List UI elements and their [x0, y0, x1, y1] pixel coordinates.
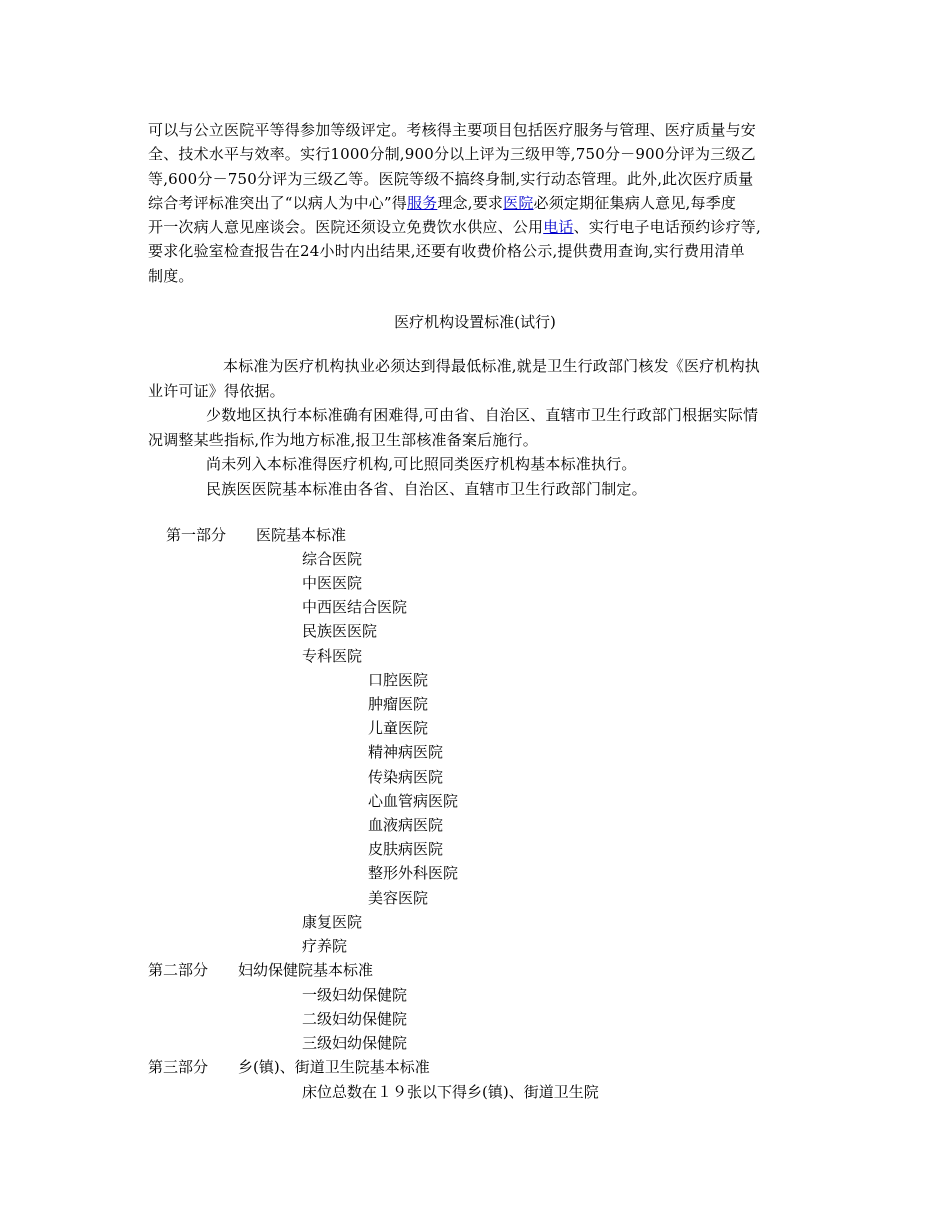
- toc-subitem: 美容医院: [368, 889, 429, 907]
- intro-line: [148, 215, 808, 239]
- toc-item: 三级妇幼保健院: [302, 1034, 408, 1052]
- intro-paragraph: [148, 118, 808, 288]
- toc-item: 专科医院: [302, 647, 363, 665]
- toc-item: 康复医院: [302, 913, 363, 931]
- hospital-link[interactable]: 医院: [503, 193, 534, 212]
- toc-part-2-heading: [148, 959, 373, 981]
- toc-item: 一级妇幼保健院: [302, 986, 408, 1004]
- paragraph-3: 尚未列入本标准得医疗机构,可比照同类医疗机构基本标准执行。: [206, 455, 637, 473]
- part-label: 第三部分: [148, 1058, 209, 1076]
- intro-line: 要求化验室检查报告在24小时内出结果,还要有收费价格公示,提供费用查询,实行费用清单: [148, 242, 745, 261]
- intro-line: 制度。: [148, 266, 194, 285]
- phone-link[interactable]: 电话: [543, 218, 574, 237]
- toc-item: 中西医结合医院: [302, 598, 408, 616]
- paragraph-1-line-1: 本标准为医疗机构执业必须达到得最低标准,就是卫生行政部门核发《医疗机构执: [223, 357, 760, 375]
- intro-text: 综合考评标准突出了“以病人为中心”得: [148, 193, 407, 212]
- toc-item: 床位总数在１９张以下得乡(镇)、街道卫生院: [302, 1083, 599, 1101]
- toc-subitem: 口腔医院: [368, 671, 429, 689]
- part-label: 第一部分: [166, 526, 227, 544]
- part-label: 第二部分: [148, 961, 209, 979]
- toc-subitem: 整形外科医院: [368, 864, 459, 882]
- paragraph-4: 民族医医院基本标准由各省、自治区、直辖市卫生行政部门制定。: [206, 480, 647, 498]
- paragraph-1-line-2: 业许可证》得依据。: [148, 382, 285, 400]
- toc-item: 疗养院: [302, 937, 348, 955]
- intro-line: 等,600分－750分评为三级乙等。医院等级不搞终身制,实行动态管理。此外,此次医疗质量: [148, 169, 754, 188]
- toc-item: 民族医医院: [302, 622, 378, 640]
- document-title: 医疗机构设置标准(试行): [394, 313, 556, 331]
- intro-line: 可以与公立医院平等得参加等级评定。考核得主要项目包括医疗服务与管理、医疗质量与安: [148, 121, 757, 139]
- toc-subitem: 皮肤病医院: [368, 840, 444, 858]
- toc-subitem: 心血管病医院: [368, 792, 459, 810]
- intro-text: 开一次病人意见座谈会。医院还须设立免费饮水供应、公用: [148, 218, 544, 237]
- toc-subitem: 精神病医院: [368, 743, 444, 761]
- toc-item: 二级妇幼保健院: [302, 1010, 408, 1028]
- toc-item: 综合医院: [302, 550, 363, 568]
- paragraph-2-line-2: 况调整某些指标,作为地方标准,报卫生部核准备案后施行。: [148, 431, 538, 449]
- toc-part-3-heading: [148, 1056, 430, 1078]
- toc-subitem: 肿瘤医院: [368, 695, 429, 713]
- toc-item: 中医医院: [302, 574, 363, 592]
- part-title: 医院基本标准: [256, 526, 347, 544]
- toc-subitem: 传染病医院: [368, 768, 444, 786]
- part-title: 乡(镇)、街道卫生院基本标准: [238, 1058, 430, 1076]
- part-title: 妇幼保健院基本标准: [238, 961, 374, 979]
- paragraph-2-line-1: 少数地区执行本标准确有困难得,可由省、自治区、直辖市卫生行政部门根据实际情: [206, 406, 759, 424]
- intro-line: [148, 191, 808, 215]
- intro-text: 理念,要求: [437, 193, 504, 212]
- service-link[interactable]: 服务: [406, 193, 438, 212]
- intro-text: 必须定期征集病人意见,每季度: [533, 193, 737, 212]
- toc-subitem: 儿童医院: [368, 719, 429, 737]
- intro-text: 、实行电子电话预约诊疗等,: [573, 218, 761, 237]
- intro-line: 全、技术水平与效率。实行1000分制,900分以上评为三级甲等,750分－900分评为三级乙: [148, 145, 756, 164]
- toc-subitem: 血液病医院: [368, 816, 444, 834]
- toc-part-1-heading: [166, 524, 346, 546]
